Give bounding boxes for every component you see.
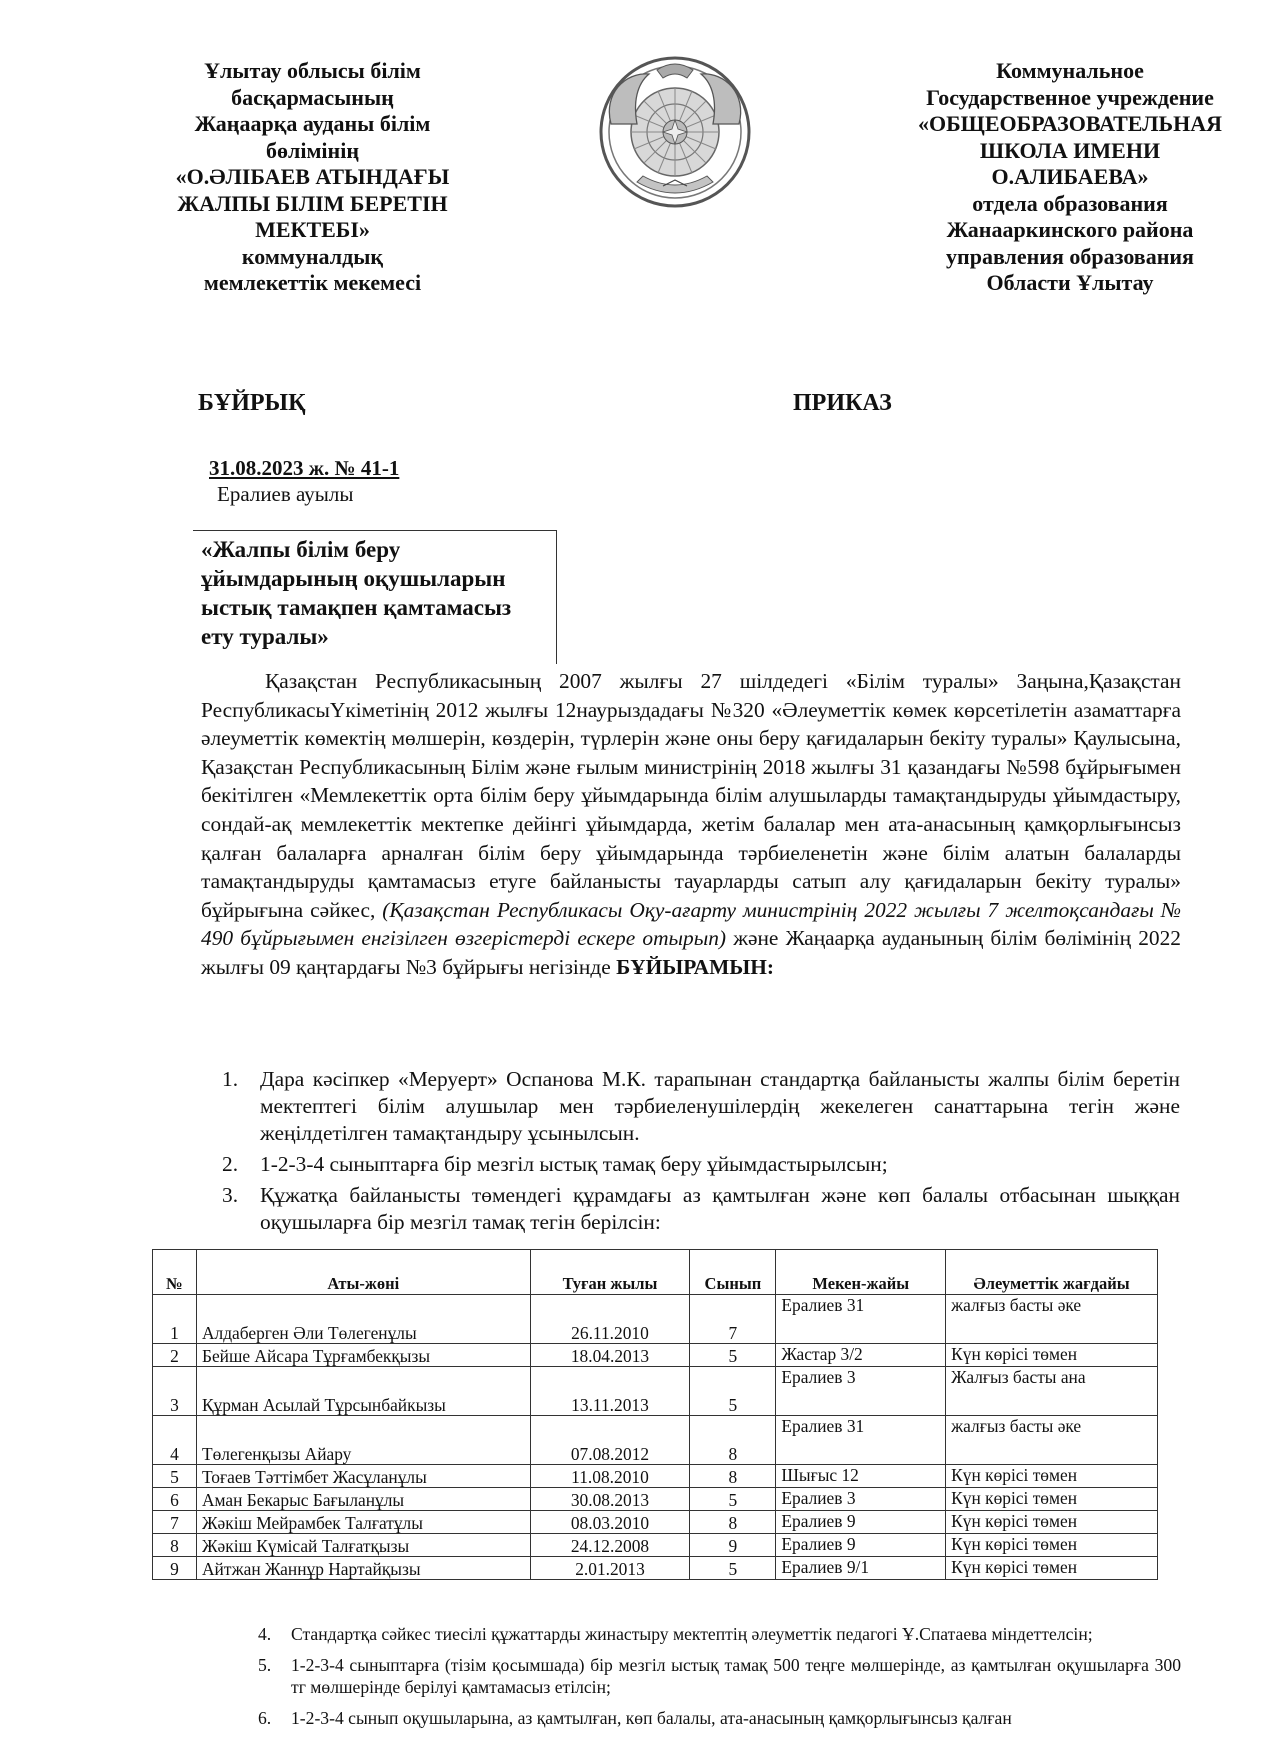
order-item [222, 1151, 1180, 1178]
header-right-line: отдела образования [972, 190, 1168, 216]
cell-address: Жастар 3/2 [776, 1344, 946, 1367]
col-header-grade: Сынып [690, 1250, 776, 1295]
cell-birth-date: 11.08.2010 [530, 1465, 690, 1488]
cell-birth-date: 24.12.2008 [530, 1534, 690, 1557]
header-left-line: Жаңаарқа ауданы білім [194, 111, 431, 136]
cell-social-status: Күн көрісі төмен [946, 1557, 1158, 1580]
header-right-line: ШКОЛА ИМЕНИ [979, 137, 1161, 163]
cell-number: 1 [153, 1295, 197, 1344]
table-row [153, 1465, 1158, 1488]
cell-birth-date: 26.11.2010 [530, 1295, 690, 1344]
cell-address: Ералиев 3 [776, 1488, 946, 1511]
cell-grade: 8 [690, 1465, 776, 1488]
table-header-row [153, 1250, 1158, 1295]
cell-address: Ералиев 9/1 [776, 1557, 946, 1580]
header-left-line: басқармасының [231, 84, 394, 110]
title-ru: ПРИКАЗ [793, 390, 892, 416]
table-row [153, 1367, 1158, 1416]
header-right-line: управления образования [946, 243, 1194, 269]
cell-name: Төлегенқызы Айару [196, 1416, 530, 1465]
item-number: 1. [222, 1067, 239, 1091]
cell-grade: 8 [690, 1416, 776, 1465]
header-right-line: Жанааркинского района [946, 217, 1194, 242]
col-header-birth: Туған жылы [530, 1250, 690, 1295]
col-header-name: Аты-жөні [196, 1250, 530, 1295]
table-row [153, 1416, 1158, 1465]
cell-number: 7 [153, 1511, 197, 1534]
cell-birth-date: 07.08.2012 [530, 1416, 690, 1465]
header-left-line: МЕКТЕБІ» [255, 217, 370, 242]
cell-address: Ералиев 31 [776, 1416, 946, 1465]
cell-social-status: Жалғыз басты ана [946, 1367, 1158, 1416]
cell-social-status: Күн көрісі төмен [946, 1511, 1158, 1534]
subject-line: ұйымдарының оқушыларын [201, 566, 506, 591]
subject-line: ету туралы» [201, 624, 329, 649]
header-right-line: О.АЛИБАЕВА» [991, 164, 1149, 189]
item-text: 1-2-3-4 сыныптарға бір мезгіл ыстық тамақ беру ұйымдастырылсын; [260, 1152, 888, 1176]
cell-number: 5 [153, 1465, 197, 1488]
preamble-end: және Жаңаарқа ауданының білім бөлімінің 2022 жылғы 09 қаңтардағы №3 бұйрығы негізінде [201, 926, 1181, 979]
order-item [258, 1654, 1181, 1698]
cell-address: Ералиев 9 [776, 1511, 946, 1534]
cell-number: 8 [153, 1534, 197, 1557]
cell-birth-date: 13.11.2013 [530, 1367, 690, 1416]
cell-name: Айтжан Жаннұр Нартайқызы [196, 1557, 530, 1580]
header-left-line: «О.ӘЛІБАЕВ АТЫНДАҒЫ [175, 164, 450, 189]
preamble-main: Қазақстан Республикасының 2007 жылғы 27 шілдедегі «Білім туралы» Заңына,Қазақстан РеспубликасыҮкіметінің 2012 жылғы 12наурыздадағы №320 «Әлеуметтік көмек көрсетілетін азаматтарға әлеуметтік көмектің мөлшерін, көздерін, түрлерін және оны беру қағидаларын бекіту туралы» Қаулысына, Қазақстан Республикасының Білім және ғылым министрінің 2018 жылғы 31 қазандағы №598 бұйрығымен бекітілген «Мемлекеттік орта білім беру ұйымдарында білім алушыларды тамақтандыруды ұйымдастыру, сондай-ақ мемлекеттік мектепке дейінгі ұйымдарда, жетім балалар мен ата-анасының қамқорлығынсыз қалған балаларға арналған білім беру ұйымдарында тәрбиеленетін және білім алатын балаларды тамақтандыруды қамтамасыз етуге байланысты тауарларды сатып алу қағидаларын бекіту туралы» бұйрығына сәйкес, [201, 669, 1181, 922]
cell-name: Құрман Асылай Тұрсынбайкызы [196, 1367, 530, 1416]
header-left-line: мемлекеттік мекемесі [203, 270, 422, 295]
cell-address: Ералиев 31 [776, 1295, 946, 1344]
subject-line: «Жалпы білім беру [201, 537, 401, 562]
cell-social-status: Күн көрісі төмен [946, 1488, 1158, 1511]
order-item [258, 1707, 1181, 1729]
cell-grade: 5 [690, 1557, 776, 1580]
preamble-paragraph [201, 667, 1181, 982]
village-name: Ералиев ауылы [217, 482, 354, 506]
cell-name: Аман Бекарыс Бағыланұлы [196, 1488, 530, 1511]
cell-number: 6 [153, 1488, 197, 1511]
header-right-line: Коммунальное [996, 58, 1144, 83]
item-text: 1-2-3-4 сынып оқушыларына, аз қамтылған, көп балалы, ата-анасының қамқорлығынсыз қалған [291, 1708, 1012, 1728]
item-number: 2. [222, 1152, 239, 1176]
table-row [153, 1557, 1158, 1580]
cell-social-status: жалғыз басты әке [946, 1416, 1158, 1465]
order-item [222, 1066, 1180, 1147]
col-header-address: Мекен-жайы [776, 1250, 946, 1295]
item-number: 3. [222, 1183, 239, 1207]
cell-social-status: Күн көрісі төмен [946, 1534, 1158, 1557]
header-right-line: Государственное учреждение [926, 84, 1214, 110]
table-row [153, 1511, 1158, 1534]
cell-name: Бейше Айсара Тұрғамбекқызы [196, 1344, 530, 1367]
cell-social-status: Күн көрісі төмен [946, 1465, 1158, 1488]
cell-grade: 8 [690, 1511, 776, 1534]
cell-number: 9 [153, 1557, 197, 1580]
cell-grade: 5 [690, 1367, 776, 1416]
header-left-line: коммуналдық [241, 243, 384, 269]
order-date-number: 31.08.2023 ж. № 41-1 [209, 456, 400, 480]
table-row [153, 1488, 1158, 1511]
subject-line: ыстық тамақпен қамтамасыз [201, 595, 512, 620]
cell-name: Алдаберген Әли Төлегенұлы [196, 1295, 530, 1344]
cell-grade: 5 [690, 1344, 776, 1367]
cell-number: 4 [153, 1416, 197, 1465]
cell-name: Жәкіш Мейрамбек Талғатұлы [196, 1511, 530, 1534]
header-left [150, 58, 475, 297]
order-command: БҰЙЫРАМЫН: [616, 954, 775, 979]
cell-grade: 5 [690, 1488, 776, 1511]
header-left-line: Ұлытау облысы білім [204, 58, 421, 83]
cell-number: 3 [153, 1367, 197, 1416]
students-table [152, 1249, 1158, 1580]
table-row [153, 1534, 1158, 1557]
col-header-number: № [153, 1250, 197, 1295]
col-header-social: Әлеуметтік жағдайы [946, 1250, 1158, 1295]
table-body [153, 1295, 1158, 1580]
cell-number: 2 [153, 1344, 197, 1367]
cell-address: Шығыс 12 [776, 1465, 946, 1488]
order-item [258, 1623, 1181, 1645]
kazakhstan-state-emblem-icon [597, 54, 753, 210]
order-subject [201, 535, 511, 651]
table-row [153, 1344, 1158, 1367]
item-number: 6. [258, 1708, 272, 1728]
cell-grade: 9 [690, 1534, 776, 1557]
cell-social-status: Күн көрісі төмен [946, 1344, 1158, 1367]
cell-name: Тоғаев Тәттімбет Жасұланұлы [196, 1465, 530, 1488]
title-kz: БҰЙРЫҚ [198, 390, 306, 416]
cell-address: Ералиев 3 [776, 1367, 946, 1416]
cell-social-status: жалғыз басты әке [946, 1295, 1158, 1344]
cell-birth-date: 18.04.2013 [530, 1344, 690, 1367]
item-number: 4. [258, 1624, 272, 1644]
item-text: Құжатқа байланысты төмендегі құрамдағы аз қамтылған және көп балалы отбасынан шыққан оқушыларға бір мезгіл тамақ тегін берілсін: [260, 1183, 1180, 1234]
header-right-line: Области Ұлытау [986, 270, 1154, 295]
cell-name: Жәкіш Күмісай Талғатқызы [196, 1534, 530, 1557]
cell-birth-date: 30.08.2013 [530, 1488, 690, 1511]
table-row [153, 1295, 1158, 1344]
header-left-line: ЖАЛПЫ БІЛІМ БЕРЕТІН [177, 190, 448, 216]
header-right-line: «ОБЩЕОБРАЗОВАТЕЛЬНАЯ [918, 111, 1222, 136]
cell-birth-date: 08.03.2010 [530, 1511, 690, 1534]
item-number: 5. [258, 1655, 272, 1675]
preamble-italic: (Қазақстан Республикасы Оқу-ағарту министрінің 2022 жылғы 7 желтоқсандағы № 490 бұйрығымен енгізілген өзгерістерді ескере отырып) [201, 897, 1181, 951]
cell-address: Ералиев 9 [776, 1534, 946, 1557]
item-text: Дара кәсіпкер «Меруерт» Оспанова М.К. тарапынан стандартқа байланысты жалпы білім беретін мектептегі білім алушылар мен тәрбиеленушілердің жекелеген санаттарына тегін және жеңілдетілген тамақтандыру ұсынылсын. [260, 1067, 1180, 1145]
cell-birth-date: 2.01.2013 [530, 1557, 690, 1580]
item-text: 1-2-3-4 сыныптарға (тізім қосымшада) бір мезгіл ыстық тамақ 500 теңге мөлшерінде, аз қамтылған оқушыларға 300 тг мөлшерінде берілуі қамтамасыз етілсін; [291, 1655, 1181, 1697]
cell-grade: 7 [690, 1295, 776, 1344]
header-left-line: бөлімінің [265, 137, 360, 163]
order-items [222, 1066, 1180, 1240]
order-item [222, 1182, 1180, 1236]
order-items-continued [258, 1623, 1181, 1738]
header-right [865, 58, 1275, 297]
item-text: Стандартқа сәйкес тиесілі құжаттарды жинастыру мектептің әлеуметтік педагогі Ұ.Спатаева міндеттелсін; [291, 1624, 1093, 1644]
